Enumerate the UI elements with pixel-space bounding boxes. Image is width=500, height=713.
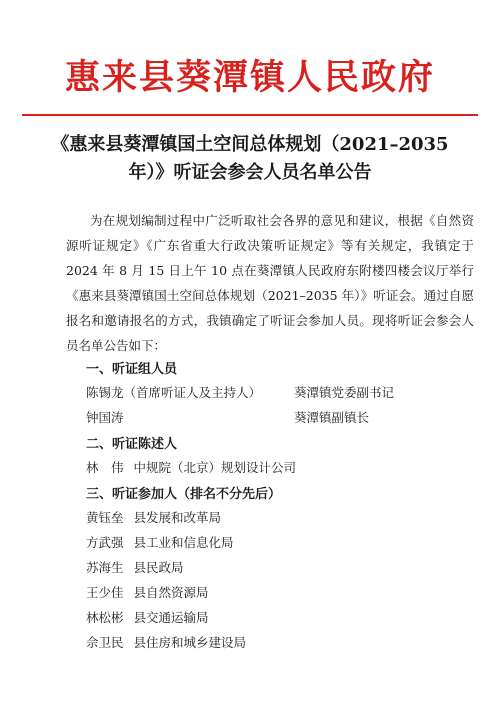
participant-name: 方武强 [86,535,124,550]
panel-member-role: 葵潭镇副镇长 [294,410,370,425]
participant-unit: 县住房和城乡建设局 [133,635,247,650]
panel-member-name: 陈锡龙（首席听证人及主持人） [86,385,262,400]
document-title [30,131,470,187]
participant-row [86,633,246,651]
issuing-authority-header: 惠来县葵潭镇人民政府 [64,57,435,98]
presenter-row [86,458,296,476]
participant-name: 佘卫民 [86,635,124,650]
participant-name: 林松彬 [86,610,124,625]
panel-member-role: 葵潭镇党委副书记 [294,385,395,400]
participant-row [86,608,209,626]
participant-row [86,583,209,601]
participant-unit: 县自然资源局 [133,585,209,600]
participant-name: 黄钰垒 [86,510,124,525]
section-heading-statement-presenter: 二、听证陈述人 [86,437,178,452]
section-heading-hearing-panel: 一、听证组人员 [86,362,178,377]
participant-name: 王少佳 [86,585,124,600]
participant-row [86,508,221,526]
panel-member-row [86,383,486,401]
presenter-name: 林 伟 [86,460,124,475]
panel-member-row [86,408,486,426]
participant-unit: 县工业和信息化局 [133,535,234,550]
participant-name: 苏海生 [86,560,124,575]
presenter-unit: 中规院（北京）规划设计公司 [133,460,297,475]
section-heading-participants: 三、听证参加人（排名不分先后） [86,487,282,502]
red-divider-line [22,114,478,116]
participant-unit: 县发展和改革局 [133,510,222,525]
panel-member-name: 钟国涛 [86,410,124,425]
document-title-line-1: 《惠来县葵潭镇国土空间总体规划（2021–2035 [51,134,449,155]
participant-row [86,533,234,551]
participant-row [86,558,184,576]
document-title-line-2: 年）》听证会参会人员名单公告 [128,162,372,183]
participant-unit: 县交通运输局 [133,610,209,625]
participant-unit: 县民政局 [133,560,184,575]
body-paragraph: 为在规划编制过程中广泛听取社会各界的意见和建议，根据《自然资源听证规定》《广东省重大行政决策听证规定》等有关规定，我镇定于 2024 年 8 月 15 日上午 10 点在葵潭镇人民政府东附楼四楼会议厅举行《惠来县葵潭镇国土空间总体规划（2021–2035 年）》听证会。通过自愿报名和邀请报名的方式，我镇确定了听证会参加人员。现将听证会参会人员名单公告如下： [66,213,474,353]
